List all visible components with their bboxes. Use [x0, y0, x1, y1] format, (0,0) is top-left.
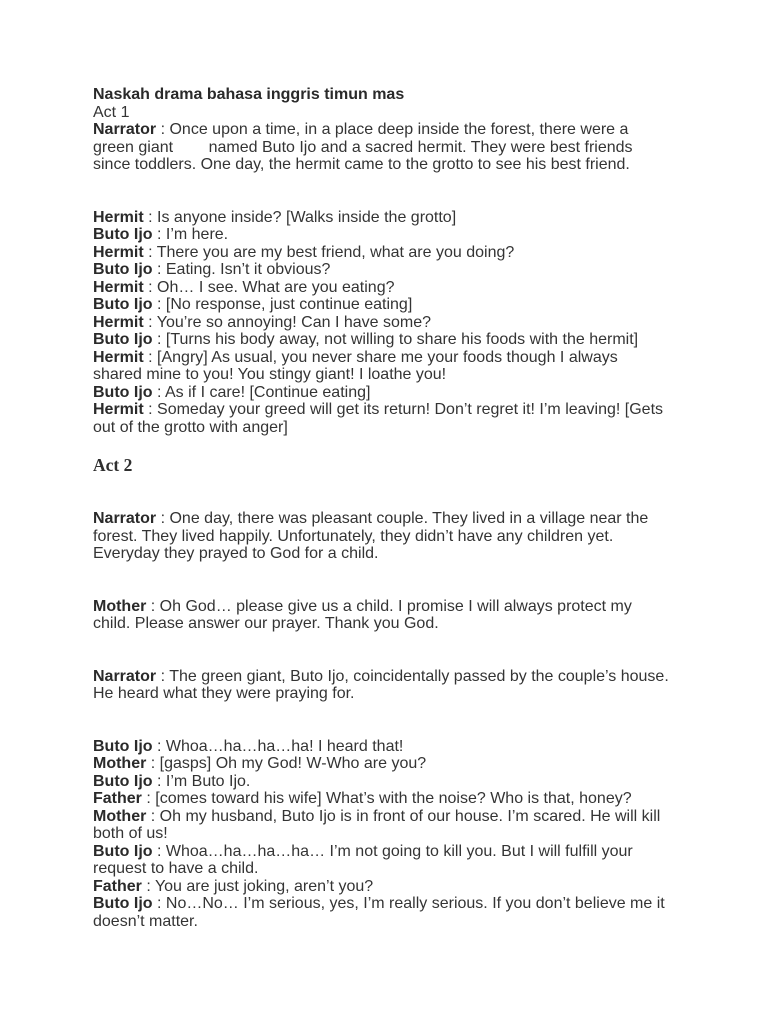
dialogue-entry	[93, 808, 713, 843]
speaker-name: Buto Ijo	[93, 261, 153, 278]
speaker-name: Hermit	[93, 208, 144, 226]
narration-entry	[93, 121, 713, 174]
entry-first-line	[93, 244, 713, 262]
speaker-name: Hermit	[93, 278, 144, 296]
entry-first-line	[93, 401, 713, 419]
speaker-name: Hermit	[93, 313, 144, 331]
entry-continuation-line: forest. They lived happily. Unfortunately, they didn’t have any children yet.	[93, 527, 614, 545]
speaker-name: Mother	[93, 755, 147, 772]
act-1-heading: Act 1	[93, 103, 130, 121]
entry-continuation-line: doesn’t matter.	[93, 912, 198, 930]
speech-text: : [comes toward his wife] What’s with the noise? Who is that, honey?	[141, 790, 632, 807]
entry-first-line	[93, 261, 713, 279]
dialogue-entry	[93, 738, 713, 756]
entry-first-line	[93, 510, 713, 528]
speech-text: : Once upon a time, in a place deep inside the forest, there were a	[156, 121, 629, 138]
speaker-name: Mother	[93, 597, 147, 615]
narration-entry	[93, 510, 713, 563]
speaker-name: Buto Ijo	[93, 842, 153, 860]
document-title: Naskah drama bahasa inggris timun mas	[93, 86, 405, 103]
speech-text: : [Turns his body away, not willing to share his foods with the hermit]	[152, 331, 639, 348]
entry-first-line	[93, 755, 713, 773]
document-page	[93, 86, 713, 930]
speech-text: : You are just joking, aren’t you?	[141, 877, 374, 895]
dialogue-entry	[93, 331, 713, 349]
dialogue-entry	[93, 261, 713, 279]
speaker-name: Hermit	[93, 401, 144, 418]
entry-first-line	[93, 668, 713, 686]
dialogue-entry	[93, 878, 713, 896]
speaker-name: Buto Ijo	[93, 772, 153, 790]
speaker-name: Mother	[93, 807, 147, 825]
dialogue-entry	[93, 209, 713, 227]
entry-continuation-line: since toddlers. One day, the hermit came to the grotto to see his best friend.	[93, 156, 630, 173]
dialogue-entry	[93, 244, 713, 262]
entry-continuation-line: He heard what they were praying for.	[93, 685, 355, 702]
speech-text: : I’m Buto Ijo.	[152, 772, 251, 790]
script-block	[93, 668, 713, 703]
entry-first-line	[93, 209, 713, 227]
dialogue-entry	[93, 773, 713, 791]
speaker-name: Narrator	[93, 121, 157, 138]
speaker-name: Father	[93, 790, 142, 807]
dialogue-entry	[93, 401, 713, 436]
dialogue-entry	[93, 296, 713, 314]
speaker-name: Buto Ijo	[93, 383, 153, 401]
script-block	[93, 209, 713, 437]
speech-text: : Oh… I see. What are you eating?	[143, 278, 395, 296]
narration-entry	[93, 668, 713, 703]
dialogue-entry	[93, 349, 713, 384]
speaker-name: Buto Ijo	[93, 226, 153, 243]
dialogue-entry	[93, 314, 713, 332]
dialogue-entry	[93, 226, 713, 244]
speech-text: : I’m here.	[152, 226, 229, 243]
speaker-name: Buto Ijo	[93, 296, 153, 313]
script-block	[93, 738, 713, 931]
speaker-name: Hermit	[93, 348, 144, 366]
entry-continuation-line: out of the grotto with anger]	[93, 418, 288, 436]
dialogue-entry	[93, 843, 713, 878]
entry-continuation-line: green giant named Buto Ijo and a sacred hermit. They were best friends	[93, 138, 633, 156]
speaker-name: Narrator	[93, 510, 157, 527]
act-2-heading: Act 2	[93, 455, 133, 475]
speech-text: : [No response, just continue eating]	[152, 296, 413, 313]
dialogue-entry	[93, 384, 713, 402]
script-block	[93, 598, 713, 633]
speech-text: : As if I care! [Continue eating]	[152, 383, 371, 401]
speech-text: : Oh my husband, Buto Ijo is in front of our house. I’m scared. He will kill	[146, 807, 661, 825]
dialogue-entry	[93, 790, 713, 808]
entry-first-line	[93, 296, 713, 314]
entry-first-line	[93, 279, 713, 297]
speech-text: : You’re so annoying! Can I have some?	[143, 313, 431, 331]
entry-first-line	[93, 384, 713, 402]
speaker-name: Hermit	[93, 243, 144, 261]
act-1-body	[93, 121, 713, 436]
speech-text: : [Angry] As usual, you never share me your foods though I always	[143, 348, 618, 366]
dialogue-entry	[93, 279, 713, 297]
speaker-name: Buto Ijo	[93, 737, 153, 755]
speech-text: : Whoa…ha…ha…ha… I’m not going to kill you. But I will fulfill your	[152, 842, 633, 860]
entry-first-line	[93, 895, 713, 913]
dialogue-entry	[93, 598, 713, 633]
speech-text: : Someday your greed will get its return! Don’t regret it! I’m leaving! [Gets	[143, 401, 664, 418]
speech-text: : Whoa…ha…ha…ha! I heard that!	[152, 737, 404, 755]
script-block	[93, 121, 713, 174]
speech-text: : [gasps] Oh my God! W-Who are you?	[146, 755, 427, 772]
speech-text: : No…No… I’m serious, yes, I’m really serious. If you don’t believe me it	[152, 895, 665, 912]
entry-continuation-line: request to have a child.	[93, 860, 259, 877]
entry-first-line	[93, 808, 713, 826]
speaker-name: Buto Ijo	[93, 895, 153, 912]
entry-continuation-line: child. Please answer our prayer. Thank you God.	[93, 615, 439, 632]
entry-first-line	[93, 226, 713, 244]
speech-text: : There you are my best friend, what are you doing?	[143, 243, 515, 261]
speech-text: : Oh God… please give us a child. I promise I will always protect my	[146, 597, 632, 615]
speech-text: : The green giant, Buto Ijo, coincidentally passed by the couple’s house.	[156, 667, 669, 685]
entry-first-line	[93, 598, 713, 616]
speaker-name: Narrator	[93, 667, 157, 685]
act-2-body	[93, 510, 713, 930]
speaker-name: Buto Ijo	[93, 331, 153, 348]
entry-first-line	[93, 790, 713, 808]
script-block	[93, 510, 713, 563]
entry-first-line	[93, 121, 713, 139]
entry-first-line	[93, 843, 713, 861]
dialogue-entry	[93, 895, 713, 930]
entry-continuation-line: Everyday they prayed to God for a child.	[93, 545, 379, 562]
speech-text: : Eating. Isn’t it obvious?	[152, 261, 331, 278]
entry-continuation-line: both of us!	[93, 825, 168, 842]
speech-text: : Is anyone inside? [Walks inside the grotto]	[143, 208, 457, 226]
entry-first-line	[93, 349, 713, 367]
entry-first-line	[93, 331, 713, 349]
entry-continuation-line: shared mine to you! You stingy giant! I loathe you!	[93, 366, 447, 383]
entry-first-line	[93, 314, 713, 332]
entry-first-line	[93, 878, 713, 896]
entry-first-line	[93, 738, 713, 756]
entry-first-line	[93, 773, 713, 791]
speech-text: : One day, there was pleasant couple. They lived in a village near the	[156, 510, 649, 527]
dialogue-entry	[93, 755, 713, 773]
speaker-name: Father	[93, 877, 142, 895]
